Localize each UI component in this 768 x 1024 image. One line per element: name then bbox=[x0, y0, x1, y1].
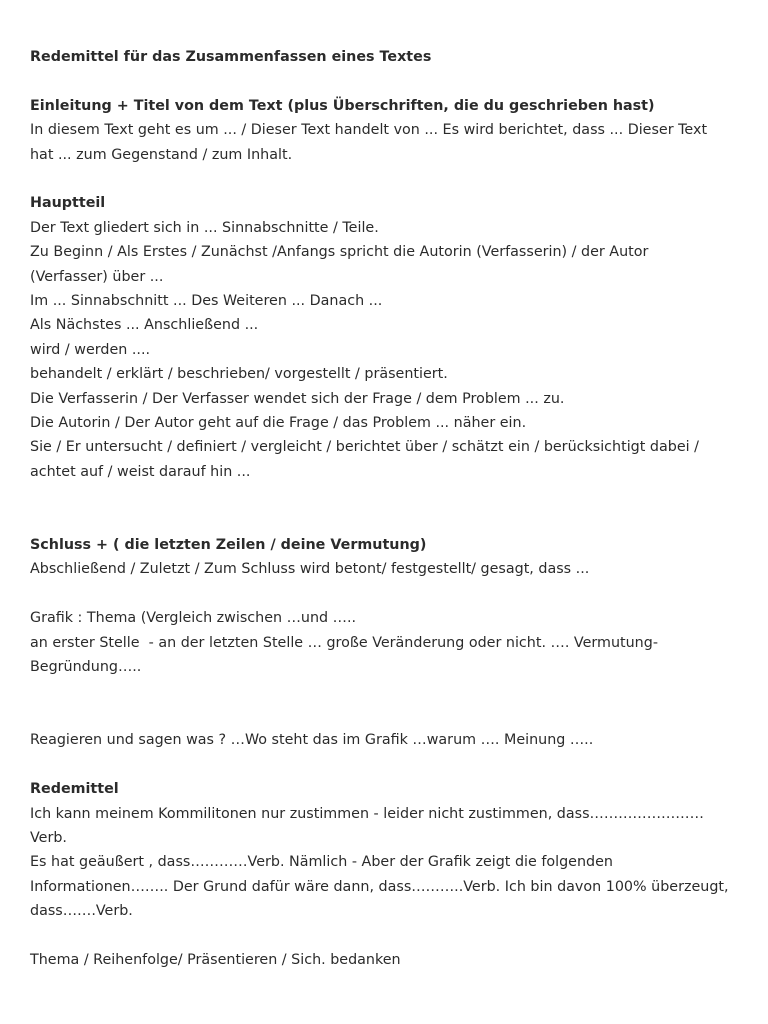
hauptteil-line: wird / werden .... bbox=[30, 341, 151, 358]
hauptteil-line: behandelt / erklärt / beschrieben/ vorgestellt / präsentiert. bbox=[30, 366, 448, 383]
schluss-line: Abschließend / Zuletzt / Zum Schluss wird betont/ festgestellt/ gesagt, dass ... bbox=[30, 561, 590, 578]
reagieren-line: Reagieren und sagen was ? …Wo steht das im Grafik …warum …. Meinung ….. bbox=[30, 732, 594, 749]
closing-line: Thema / Reihenfolge/ Präsentieren / Sich. bedanken bbox=[30, 951, 401, 968]
hauptteil-line: Die Autorin / Der Autor geht auf die Frage / das Problem ... näher ein. bbox=[30, 415, 527, 432]
heading-hauptteil: Hauptteil bbox=[30, 195, 106, 212]
hauptteil-line: Sie / Er untersucht / definiert / vergleicht / berichtet über / schätzt ein / berücksichtigt dabei / bbox=[30, 439, 699, 456]
section-redemittel bbox=[30, 777, 738, 923]
heading-einleitung: Einleitung + Titel von dem Text (plus Überschriften, die du geschrieben hast) bbox=[30, 97, 655, 114]
grafik-line: Begründung….. bbox=[30, 659, 142, 676]
heading-schluss: Schluss + ( die letzten Zeilen / deine Vermutung) bbox=[30, 537, 427, 554]
hauptteil-line: Als Nächstes ... Anschließend ... bbox=[30, 317, 259, 334]
hauptteil-line: Zu Beginn / Als Erstes / Zunächst /Anfangs spricht die Autorin (Verfasserin) / der Autor bbox=[30, 244, 649, 261]
hauptteil-line: achtet auf / weist darauf hin ... bbox=[30, 463, 251, 480]
heading-redemittel: Redemittel bbox=[30, 781, 119, 798]
hauptteil-line: Die Verfasserin / Der Verfasser wendet sich der Frage / dem Problem ... zu. bbox=[30, 390, 565, 407]
grafik-line: an erster Stelle - an der letzten Stelle … große Veränderung oder nicht. …. Vermutung- bbox=[30, 634, 658, 651]
document-title: Redemittel für das Zusammenfassen eines Textes bbox=[30, 49, 432, 65]
hauptteil-line: Im ... Sinnabschnitt ... Des Weiteren ... Danach ... bbox=[30, 293, 383, 310]
redemittel-line: dass…….Verb. bbox=[30, 903, 133, 920]
hauptteil-line: (Verfasser) über ... bbox=[30, 268, 164, 285]
einleitung-line: hat ... zum Gegenstand / zum Inhalt. bbox=[30, 146, 293, 163]
redemittel-line: Es hat geäußert , dass…………Verb. Nämlich - Aber der Grafik zeigt die folgenden bbox=[30, 854, 613, 871]
hauptteil-line: Der Text gliedert sich in ... Sinnabschnitte / Teile. bbox=[30, 219, 379, 236]
redemittel-line: Ich kann meinem Kommilitonen nur zustimmen - leider nicht zustimmen, dass……………………Verb. bbox=[30, 805, 704, 846]
section-einleitung bbox=[30, 94, 738, 167]
section-schluss bbox=[30, 533, 738, 582]
grafik-line: Grafik : Thema (Vergleich zwischen …und ….. bbox=[30, 610, 357, 627]
redemittel-line: Informationen…….. Der Grund dafür wäre dann, dass………..Verb. Ich bin davon 100% überzeugt, bbox=[30, 878, 729, 895]
einleitung-line: In diesem Text geht es um ... / Dieser Text handelt von ... Es wird berichtet, dass ... Dieser Text bbox=[30, 122, 708, 139]
section-grafik bbox=[30, 606, 738, 679]
section-hauptteil bbox=[30, 191, 738, 484]
